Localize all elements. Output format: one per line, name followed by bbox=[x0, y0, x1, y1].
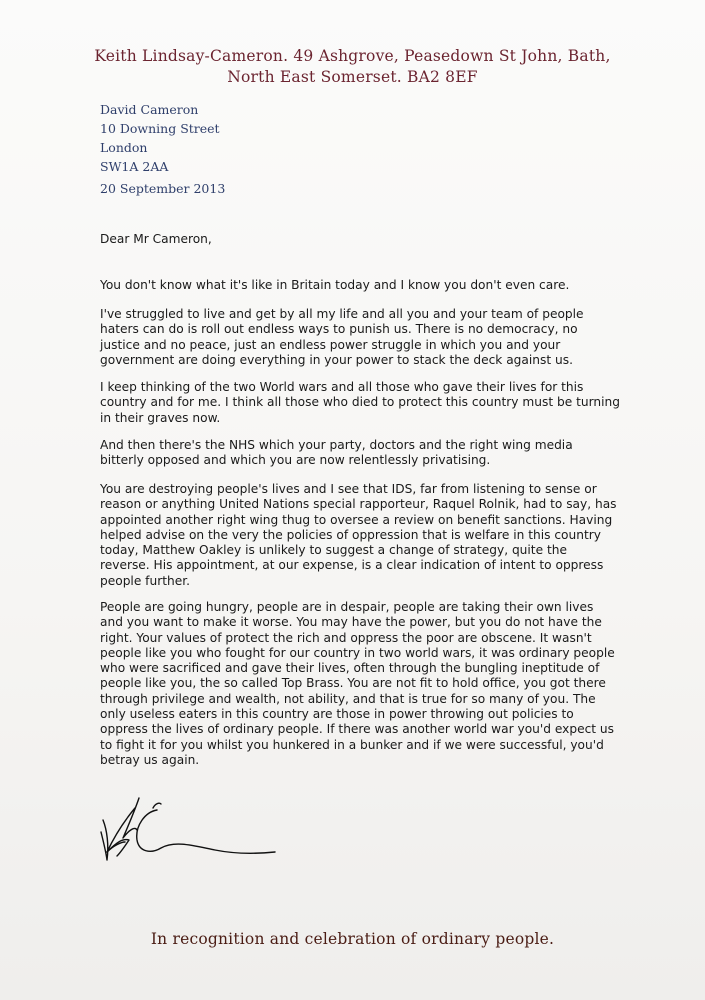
paragraph-4: And then there's the NHS which your party, doctors and the right wing media bitterly opposed and which you are now relentlessly privatising. bbox=[100, 438, 573, 468]
recipient-postcode: SW1A 2AA bbox=[100, 159, 169, 174]
paragraph-5: You are destroying people's lives and I see that IDS, far from listening to sense or reason or anything United Nations special rapporteur, Raquel Rolnik, had to say, has appointed another right wing thug to oversee a review on benefit sanctions. Having helped advise on the very the policies of oppression that is welfare in this country today, Matthew Oakley is unlikely to suggest a change of strategy, quite the reverse. His appointment, at our expense, is a clear indication of intent to oppress people further. bbox=[100, 482, 617, 588]
footer-motto: In recognition and celebration of ordinary people. bbox=[150, 930, 555, 948]
sender-address bbox=[0, 46, 705, 88]
salutation: Dear Mr Cameron, bbox=[100, 232, 212, 246]
paragraph-3: I keep thinking of the two World wars and all those who gave their lives for this country and for me. I think all those who died to protect this country must be turning in their graves now. bbox=[100, 380, 620, 425]
paragraph-6: People are going hungry, people are in despair, people are taking their own lives and you want to make it worse. You may have the power, but you do not have the right. Your values of protect the rich and oppress the poor are obscene. It wasn't people like you who fought for our country in two world wars, it was ordinary people who were sacrificed and gave their lives, often through the bungling ineptitude of people like you, the so called Top Brass. You are not fit to hold office, you got there through privilege and wealth, not ability, and that is true for so many of you. The only useless eaters in this country are those in power throwing out policies to oppress the lives of ordinary people. If there was another world war you'd expect us to fight it for you whilst you hunkered in a bunker and if we were successful, you'd betray us again. bbox=[100, 600, 615, 767]
paragraph-1: You don't know what it's like in Britain today and I know you don't even care. bbox=[100, 278, 570, 292]
sender-address-line2: North East Somerset. BA2 8EF bbox=[227, 68, 478, 86]
handwritten-signature bbox=[95, 790, 285, 870]
recipient-city: London bbox=[100, 140, 148, 155]
paragraph-2: I've struggled to live and get by all my life and all you and your team of people haters can do is roll out endless ways to punish us. There is no democracy, no justice and no peace, just an endless power struggle in which you and your government are doing everything in your power to stack the deck against us. bbox=[100, 307, 584, 367]
letter-date: 20 September 2013 bbox=[100, 181, 226, 196]
recipient-street: 10 Downing Street bbox=[100, 121, 220, 136]
recipient-address bbox=[100, 100, 220, 176]
sender-address-line1: Keith Lindsay-Cameron. 49 Ashgrove, Peasedown St John, Bath, bbox=[94, 47, 611, 65]
recipient-name: David Cameron bbox=[100, 102, 199, 117]
